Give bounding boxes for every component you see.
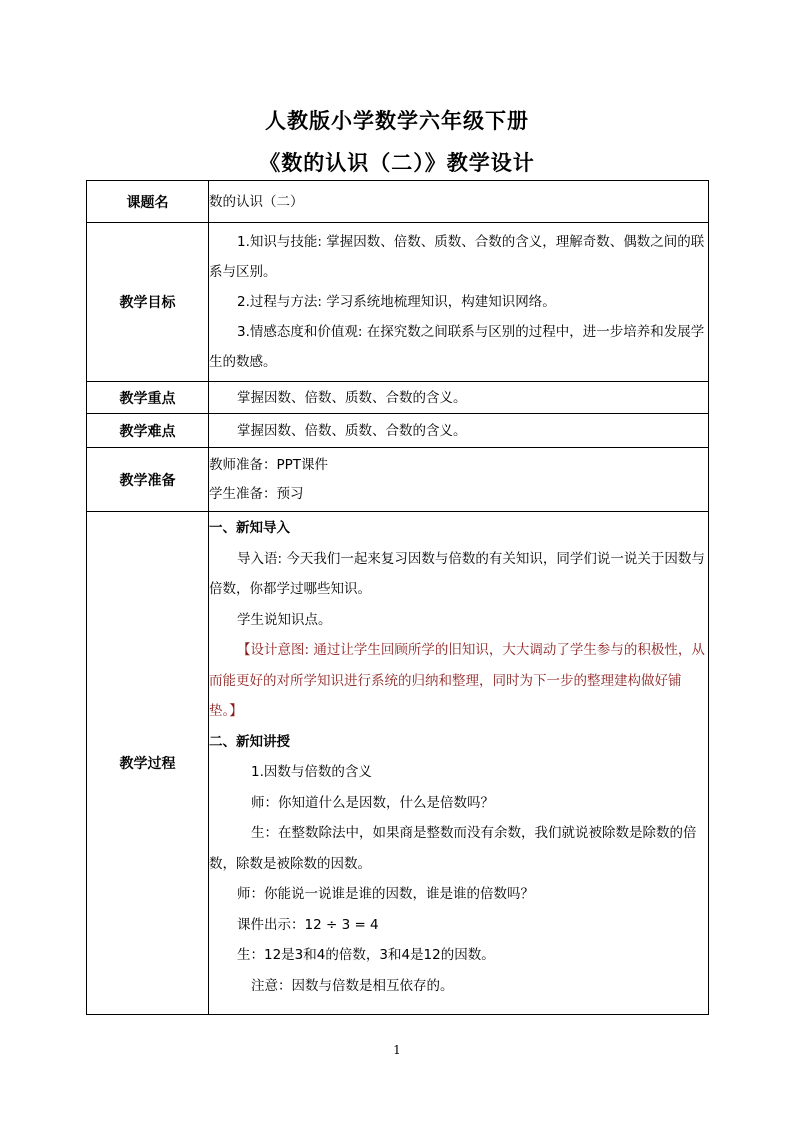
student-preparation: 学生准备：预习 bbox=[209, 485, 304, 502]
table-row-process bbox=[87, 512, 709, 1015]
difficulties-label: 教学难点 bbox=[87, 414, 209, 448]
table-row-topic bbox=[87, 181, 709, 223]
students-say-paragraph: 学生说知识点。 bbox=[237, 611, 332, 628]
intro-paragraph: 导入语: 今天我们一起来复习因数与倍数的有关知识，同学们说一说关于因数与倍数，你都学过哪些知识。 bbox=[209, 550, 705, 597]
courseware-display: 课件出示：12 ÷ 3 = 4 bbox=[237, 916, 379, 933]
student-answer: 生：12是3和4的倍数，3和4是12的因数。 bbox=[237, 947, 495, 963]
section-title-new-intro: 一、新知导入 bbox=[209, 520, 290, 536]
teacher-question: 师：你能说一说谁是谁的因数，谁是谁的倍数吗？ bbox=[237, 886, 534, 902]
table-row-key-points bbox=[87, 382, 709, 414]
document-title-line2: 《数的认识（二）》教学设计 bbox=[259, 150, 535, 175]
difficulties-value: 掌握因数、倍数、质数、合数的含义。 bbox=[209, 414, 709, 448]
teacher-preparation: 教师准备：PPT课件 bbox=[209, 456, 329, 473]
objective-item: 1.知识与技能: 掌握因数、倍数、质数、合数的含义，理解奇数、偶数之间的联系与区别。 bbox=[209, 234, 705, 280]
document-title-line1: 人教版小学数学六年级下册 bbox=[265, 108, 529, 133]
table-row-difficulties bbox=[87, 414, 709, 448]
preparation-label: 教学准备 bbox=[87, 448, 209, 512]
teacher-question: 师：你知道什么是因数，什么是倍数吗？ bbox=[251, 794, 494, 811]
key-points-value: 掌握因数、倍数、质数、合数的含义。 bbox=[209, 382, 709, 414]
process-label: 教学过程 bbox=[87, 512, 209, 1015]
page-number: 1 bbox=[393, 1043, 401, 1057]
topic-value: 数的认识（二） bbox=[209, 181, 709, 223]
objective-item: 3.情感态度和价值观: 在探究数之间联系与区别的过程中，进一步培养和发展学生的数感。 bbox=[209, 324, 705, 370]
preparation-content bbox=[209, 448, 709, 512]
table-row-preparation bbox=[87, 448, 709, 512]
topic-label: 课题名 bbox=[87, 181, 209, 223]
section-title-new-teaching: 二、新知讲授 bbox=[209, 733, 290, 750]
design-intent-paragraph: 【设计意图: 通过让学生回顾所学的旧知识，大大调动了学生参与的积极性，从而能更好的对所学知识进行系统的归纳和整理，同时为下一步的整理建构做好铺垫。】 bbox=[209, 642, 705, 719]
student-answer: 生：在整数除法中，如果商是整数而没有余数，我们就说被除数是除数的倍数，除数是被除数的因数。 bbox=[209, 825, 697, 872]
objective-item: 2.过程与方法: 学习系统地梳理知识，构建知识网络。 bbox=[237, 294, 556, 310]
note-paragraph: 注意：因数与倍数是相互依存的。 bbox=[251, 977, 454, 994]
objectives-content bbox=[209, 223, 709, 382]
table-row-objectives bbox=[87, 223, 709, 382]
objectives-label: 教学目标 bbox=[87, 223, 209, 382]
process-content bbox=[209, 512, 709, 1015]
subsection-title: 1.因数与倍数的含义 bbox=[251, 764, 372, 780]
lesson-plan-table bbox=[86, 180, 709, 1015]
key-points-label: 教学重点 bbox=[87, 382, 209, 414]
